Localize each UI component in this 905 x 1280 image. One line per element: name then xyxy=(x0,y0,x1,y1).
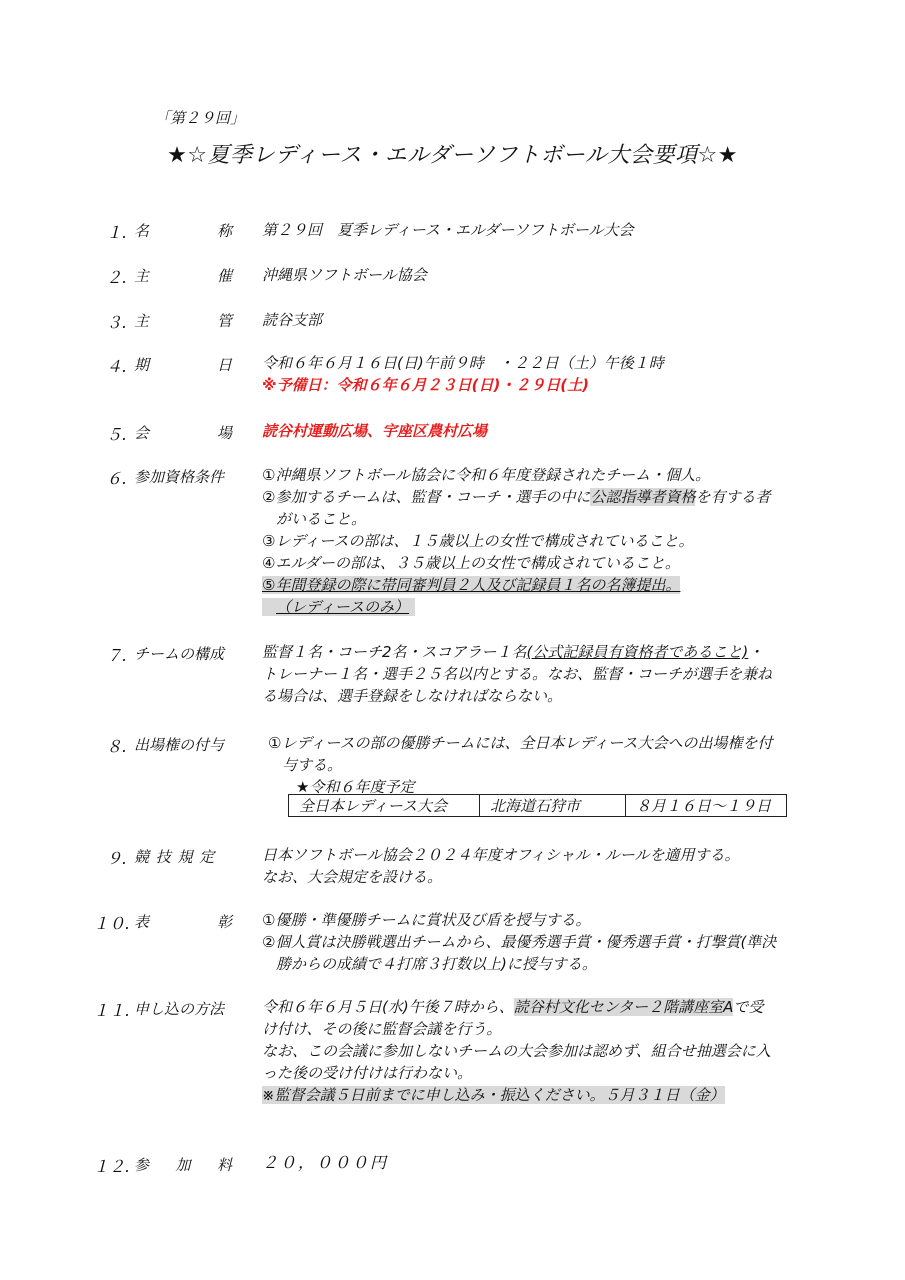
text-span: を有する者 xyxy=(695,488,771,506)
schedule-title: ★令和６年度予定 xyxy=(296,778,415,796)
highlighted-text: 公認指導者資格 xyxy=(590,488,696,506)
table-cell-location: 北海道石狩市 xyxy=(480,795,626,817)
content-line: った後の受け付けは行わない。 xyxy=(262,1064,473,1082)
label-char: 称 xyxy=(216,222,232,240)
highlighted-text: 読谷村文化センター２階講座室A xyxy=(513,998,734,1016)
item-label-5 xyxy=(134,422,232,443)
edition-label: 「第２９回」 xyxy=(155,109,246,127)
item-content-name xyxy=(262,219,634,241)
item-number-1: １. xyxy=(106,223,128,242)
item-content-fee xyxy=(262,1152,388,1174)
text-span: 監督１名・コーチ2名・スコアラー１名 xyxy=(262,643,527,661)
content-line: ①沖縄県ソフトボール協会に令和６年度登録されたチーム・個人。 xyxy=(262,466,711,484)
content-line xyxy=(262,486,770,508)
content-line: る場合は、選手登録をしなければならない。 xyxy=(262,687,563,705)
content-line: 与する。 xyxy=(282,756,343,774)
item-label-11: 申し込の方法 xyxy=(134,1000,225,1018)
content-line: なお、大会規定を設ける。 xyxy=(262,868,443,886)
item-content-organizer xyxy=(262,264,427,286)
label-char: 加 xyxy=(175,1156,191,1174)
item-number-8: ８. xyxy=(106,737,128,756)
label-char: 催 xyxy=(216,267,232,285)
item-label-8: 出場権の付与 xyxy=(134,736,225,754)
label-char: 管 xyxy=(216,312,232,330)
item-content-rules xyxy=(262,844,739,888)
venue-line: 読谷村運動広場、宇座区農村広場 xyxy=(262,422,488,440)
label-char: 会 xyxy=(134,424,150,442)
content-line xyxy=(262,641,772,663)
text-span: で受 xyxy=(733,998,764,1016)
item-number-6: ６. xyxy=(106,469,128,488)
item-number-10: １０. xyxy=(93,914,131,933)
table-row xyxy=(289,795,787,817)
label-char: 表 xyxy=(134,913,150,931)
content-line: なお、この会議に参加しないチームの大会参加は認めず、組合せ抽選会に入 xyxy=(262,1042,771,1060)
label-char: 主 xyxy=(134,267,150,285)
label-char: 彰 xyxy=(216,913,232,931)
item-label-3 xyxy=(134,310,232,331)
label-char: 名 xyxy=(134,222,150,240)
highlighted-text: ⑤年間登録の際に帯同審判員２人及び記録員１名の名簿提出。 xyxy=(262,576,681,594)
schedule-table xyxy=(288,794,787,817)
content-line: がいること。 xyxy=(276,510,367,528)
reserve-date-line: ※予備日：令和６年６月２３日(日)・２９日(土) xyxy=(262,376,590,394)
item-label-6: 参加資格条件 xyxy=(134,468,225,486)
item-content-awards xyxy=(262,909,776,975)
content-line: け付け、その後に監督会議を行う。 xyxy=(262,1020,502,1038)
content-line: トレーナー１名・選手２５名以内とする。なお、監督・コーチが選手を兼ね xyxy=(262,665,773,683)
text-span: ②参加するチームは、監督・コーチ・選手の中に xyxy=(262,488,591,506)
content-line: 勝からの成績で４打席３打数以上)に授与する。 xyxy=(276,955,597,973)
content-line: ①優勝・準優勝チームに賞状及び盾を授与する。 xyxy=(262,911,591,929)
item-number-11: １１. xyxy=(93,1001,131,1020)
item-number-5: ５. xyxy=(106,425,128,444)
item-content-application xyxy=(262,996,771,1106)
content-line: ④エルダーの部は、３５歳以上の女性で構成されていること。 xyxy=(262,554,680,572)
content-line: ②個人賞は決勝戦選出チームから、最優秀選手賞・優秀選手賞・打撃賞(準決 xyxy=(262,933,777,951)
item-number-9: ９. xyxy=(106,849,128,868)
text-span: ・ xyxy=(748,643,764,661)
label-char: 主 xyxy=(134,312,150,330)
item-number-3: ３. xyxy=(106,313,128,332)
item-label-4 xyxy=(134,354,232,375)
item-label-1 xyxy=(134,220,232,241)
content-line: ③レディースの部は、１５歳以上の女性で構成されていること。 xyxy=(262,532,694,550)
item-content-dates xyxy=(262,352,664,396)
item-number-2: ２. xyxy=(106,268,128,287)
content-line: 第２９回 夏季レディース・エルダーソフトボール大会 xyxy=(262,221,634,239)
item-label-2 xyxy=(134,265,232,286)
item-label-10 xyxy=(134,911,232,932)
label-char: 場 xyxy=(216,424,232,442)
content-line xyxy=(262,996,771,1018)
content-line: 読谷支部 xyxy=(262,311,323,329)
item-content-team xyxy=(262,641,772,707)
label-char: 期 xyxy=(134,356,150,374)
content-line: ①レディースの部の優勝チームには、全日本レディース大会への出場権を付 xyxy=(268,734,773,752)
table-cell-event: 全日本レディース大会 xyxy=(289,795,480,817)
item-label-7: チームの構成 xyxy=(134,645,225,663)
label-char: 料 xyxy=(216,1156,232,1174)
label-char: 日 xyxy=(216,356,232,374)
table-cell-date: ８月１６日～１９日 xyxy=(626,795,787,817)
highlighted-text: ※監督会議５日前までに申し込み・振込ください。５月３１日（金） xyxy=(262,1086,725,1104)
label-char: 参 xyxy=(134,1156,150,1174)
item-number-4: ４. xyxy=(106,357,128,376)
content-line: 沖縄県ソフトボール協会 xyxy=(262,266,427,284)
fee-amount: ２０，０００円 xyxy=(262,1153,389,1172)
content-line: 日本ソフトボール協会２０２４年度オフィシャル・ルールを適用する。 xyxy=(262,846,740,864)
item-number-7: ７. xyxy=(106,646,128,665)
document-title: ★☆夏季レディース・エルダーソフトボール大会要項☆★ xyxy=(167,143,738,168)
item-content-qualification xyxy=(268,732,773,798)
item-number-12: １２. xyxy=(93,1157,131,1176)
item-label-12 xyxy=(134,1154,232,1175)
date-line: 令和６年６月１６日(日)午前９時 ・２２日（土）午後１時 xyxy=(262,354,664,372)
text-span: 令和６年６月５日(水)午後７時から、 xyxy=(262,998,514,1016)
underlined-text: (公式記録員有資格者であること) xyxy=(526,643,749,661)
item-content-management xyxy=(262,309,322,331)
item-content-venue xyxy=(262,420,487,442)
item-label-9: 競 技 規 定 xyxy=(134,848,216,866)
highlighted-text: （レディースのみ） xyxy=(262,598,415,616)
item-content-eligibility xyxy=(262,464,770,618)
